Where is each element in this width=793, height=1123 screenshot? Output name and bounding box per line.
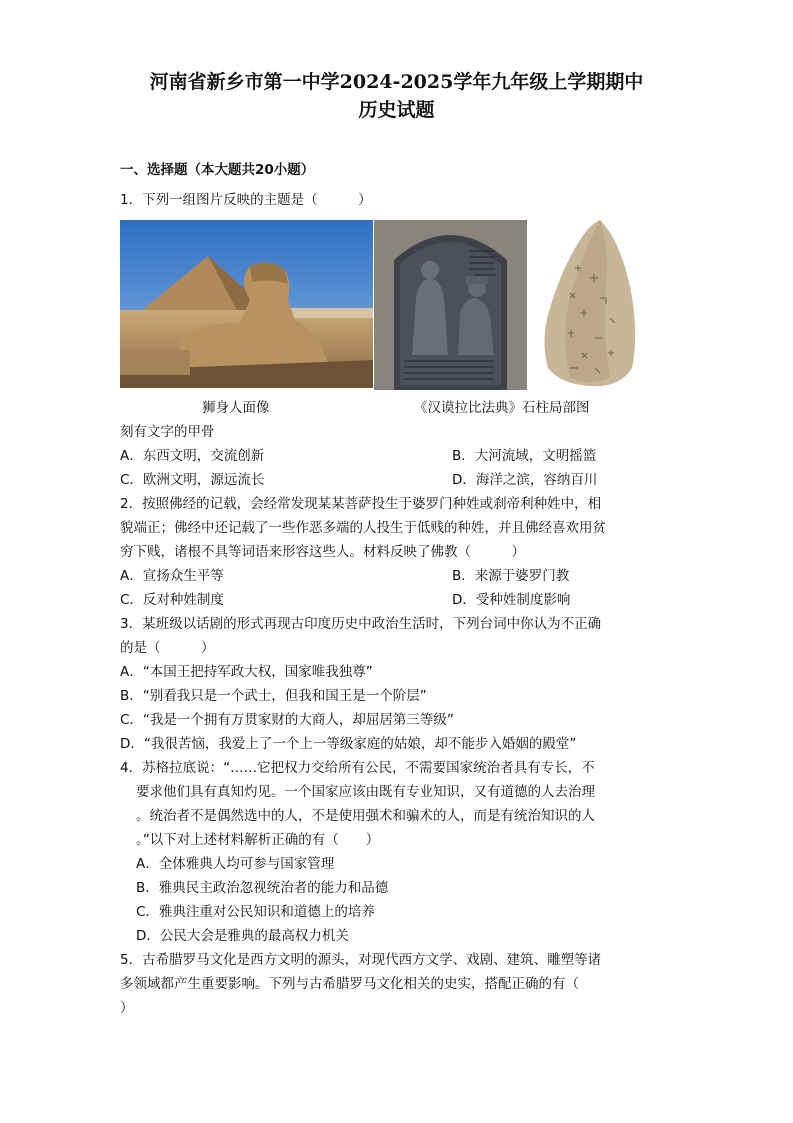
q1-stem: 1．下列一组图片反映的主题是（ ） — [120, 192, 372, 208]
q4-option-a: A．全体雅典人均可参与国家管理 — [136, 856, 335, 872]
q4-stem-line3: 。统治者不是偶然选中的人，不是使用强术和骗术的人，而是有统治知识的人 — [136, 808, 595, 824]
sphinx-image — [120, 220, 373, 388]
q4-option-d: D．公民大会是雅典的最高权力机关 — [136, 928, 349, 944]
q3-stem-line1: 3．某班级以话剧的形式再现古印度历史中政治生活时，下列台词中你认为不正确 — [120, 616, 602, 632]
q5-stem-line2: 多领域都产生重要影响。下列与古希腊罗马文化相关的史实，搭配正确的有（ — [120, 976, 579, 992]
q3-option-c: C．“我是一个拥有万贯家财的大商人，却屈居第三等级” — [120, 712, 454, 728]
q2-stem-line3: 穷下贱，诸根不具等词语来形容这些人。材料反映了佛教（ ） — [120, 544, 525, 560]
q5-stem-line3: ） — [120, 1000, 134, 1016]
q1-option-c: C．欧洲文明，源远流长 — [120, 472, 265, 488]
exam-title-line2: 历史试题 — [358, 99, 435, 121]
q1-caption-sphinx: 狮身人面像 — [202, 400, 270, 416]
q1-option-d: D．海洋之滨，容纳百川 — [452, 472, 598, 488]
q4-option-c: C．雅典注重对公民知识和道德上的培养 — [136, 904, 375, 920]
q4-stem-line1: 4．苏格拉底说：“……它把权力交给所有公民，不需要国家统治者具有专长，不 — [120, 760, 595, 776]
q1-option-a: A．东西文明，交流创新 — [120, 448, 265, 464]
q5-stem-line1: 5．古希腊罗马文化是西方文明的源头，对现代西方文学、戏剧、建筑、雕塑等诸 — [120, 952, 602, 968]
q2-option-b: B．来源于婆罗门教 — [452, 568, 570, 584]
q4-stem-line2: 要求他们具有真知灼见。一个国家应该由既有专业知识，又有道德的人去治理 — [136, 784, 595, 800]
q2-stem-line1: 2．按照佛经的记载，会经常发现某某菩萨投生于婆罗门种姓或刹帝利种姓中，相 — [120, 496, 602, 512]
q1-option-b: B．大河流域，文明摇篮 — [452, 448, 597, 464]
q1-caption-hammurabi: 《汉谟拉比法典》石柱局部图 — [414, 400, 590, 416]
q2-stem-line2: 貌端正；佛经中还记载了一些作恶多端的人投生于低贱的种姓，并且佛经喜欢用贫 — [120, 520, 606, 536]
q3-option-a: A．“本国王把持军政大权，国家唯我独尊” — [120, 664, 373, 680]
hammurabi-stele-image — [374, 220, 527, 390]
q1-caption-oracle-bone: 刻有文字的甲骨 — [120, 424, 215, 440]
q2-option-d: D．受种姓制度影响 — [452, 592, 571, 608]
q3-option-d: D．“我很苦恼，我爱上了一个上一等级家庭的姑娘，却不能步入婚姻的殿堂” — [120, 736, 577, 752]
q2-option-a: A．宣扬众生平等 — [120, 568, 224, 584]
exam-title-line1: 河南省新乡市第一中学2024-2025学年九年级上学期期中 — [149, 71, 644, 93]
q4-stem-line4: 。”以下对上述材料解析正确的有（ ） — [136, 832, 380, 848]
q4-option-b: B．雅典民主政治忽视统治者的能力和品德 — [136, 880, 389, 896]
q2-option-c: C．反对种姓制度 — [120, 592, 224, 608]
q3-stem-line2: 的是（ ） — [120, 640, 215, 656]
q3-option-b: B．“别看我只是一个武士，但我和国王是一个阶层” — [120, 688, 427, 704]
section-heading: 一、选择题（本大题共20小题） — [120, 162, 315, 178]
oracle-bone-image — [540, 218, 642, 390]
